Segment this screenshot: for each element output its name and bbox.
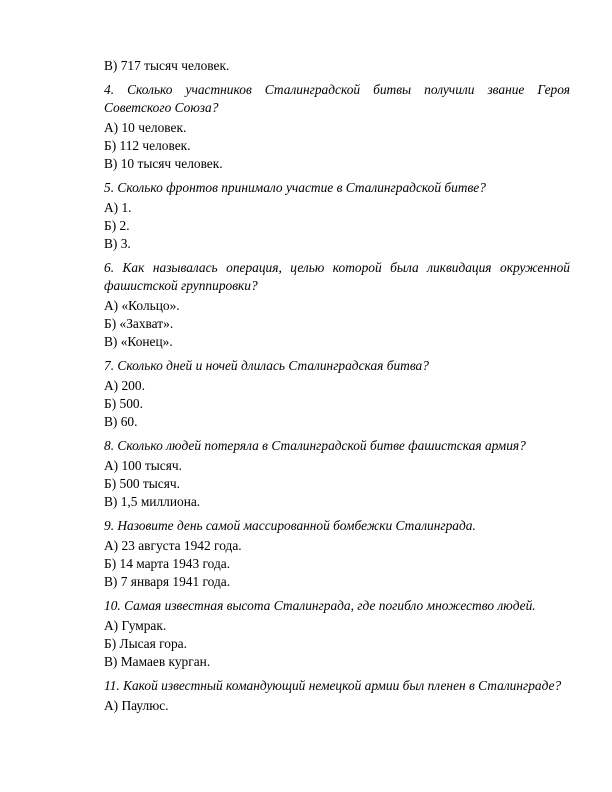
question-text: 10. Самая известная высота Сталинграда, где погибло множество людей. — [104, 598, 536, 613]
answer-option: А) 1. — [104, 200, 132, 215]
question-block-4 — [104, 81, 570, 173]
answer-option: В) 60. — [104, 414, 138, 429]
answer-option: А) 23 августа 1942 года. — [104, 538, 242, 553]
answer-option: А) 100 тысяч. — [104, 458, 182, 473]
answer-option: Б) 112 человек. — [104, 138, 191, 153]
question-block-10 — [104, 597, 570, 671]
answer-option: В) 1,5 миллиона. — [104, 494, 201, 509]
answer-option: Б) 500. — [104, 396, 143, 411]
answer-option: В) «Конец». — [104, 334, 173, 349]
question-text: 7. Сколько дней и ночей длилась Сталинградская битва? — [104, 358, 429, 373]
question-block-11 — [104, 677, 570, 715]
answer-option: В) 3. — [104, 236, 131, 251]
question-block-5 — [104, 179, 570, 253]
answer-option: Б) 14 марта 1943 года. — [104, 556, 231, 571]
question-text: 9. Назовите день самой массированной бомбежки Сталинграда. — [104, 518, 476, 533]
answer-option: А) 200. — [104, 378, 145, 393]
question-block-7 — [104, 357, 570, 431]
answer-option: В) Мамаев курган. — [104, 654, 211, 669]
answer-option: Б) «Захват». — [104, 316, 174, 331]
answer-option: А) Гумрак. — [104, 618, 167, 633]
question-block-9 — [104, 517, 570, 591]
answer-option: Б) 2. — [104, 218, 130, 233]
question-text: 6. Как называлась операция, целью которой была ликвидация окруженной фашистской группировки? — [104, 260, 570, 293]
answer-option: В) 717 тысяч человек. — [104, 58, 230, 73]
question-text: 4. Сколько участников Сталинградской битвы получили звание Героя Советского Союза? — [104, 82, 570, 115]
answer-option: В) 7 января 1941 года. — [104, 574, 231, 589]
answer-option: В) 10 тысяч человек. — [104, 156, 223, 171]
answer-option: А) 10 человек. — [104, 120, 187, 135]
answer-option: Б) 500 тысяч. — [104, 476, 180, 491]
answer-option: Б) Лысая гора. — [104, 636, 187, 651]
question-text: 8. Сколько людей потеряла в Сталинградской битве фашистская армия? — [104, 438, 526, 453]
question-text: 11. Какой известный командующий немецкой армии был пленен в Сталинграде? — [104, 678, 562, 693]
question-text: 5. Сколько фронтов принимало участие в Сталинградской битве? — [104, 180, 486, 195]
quiz-content — [104, 57, 570, 715]
question-block-8 — [104, 437, 570, 511]
answer-option: А) Паулюс. — [104, 698, 169, 713]
answer-option: А) «Кольцо». — [104, 298, 180, 313]
question-block-6 — [104, 259, 570, 351]
